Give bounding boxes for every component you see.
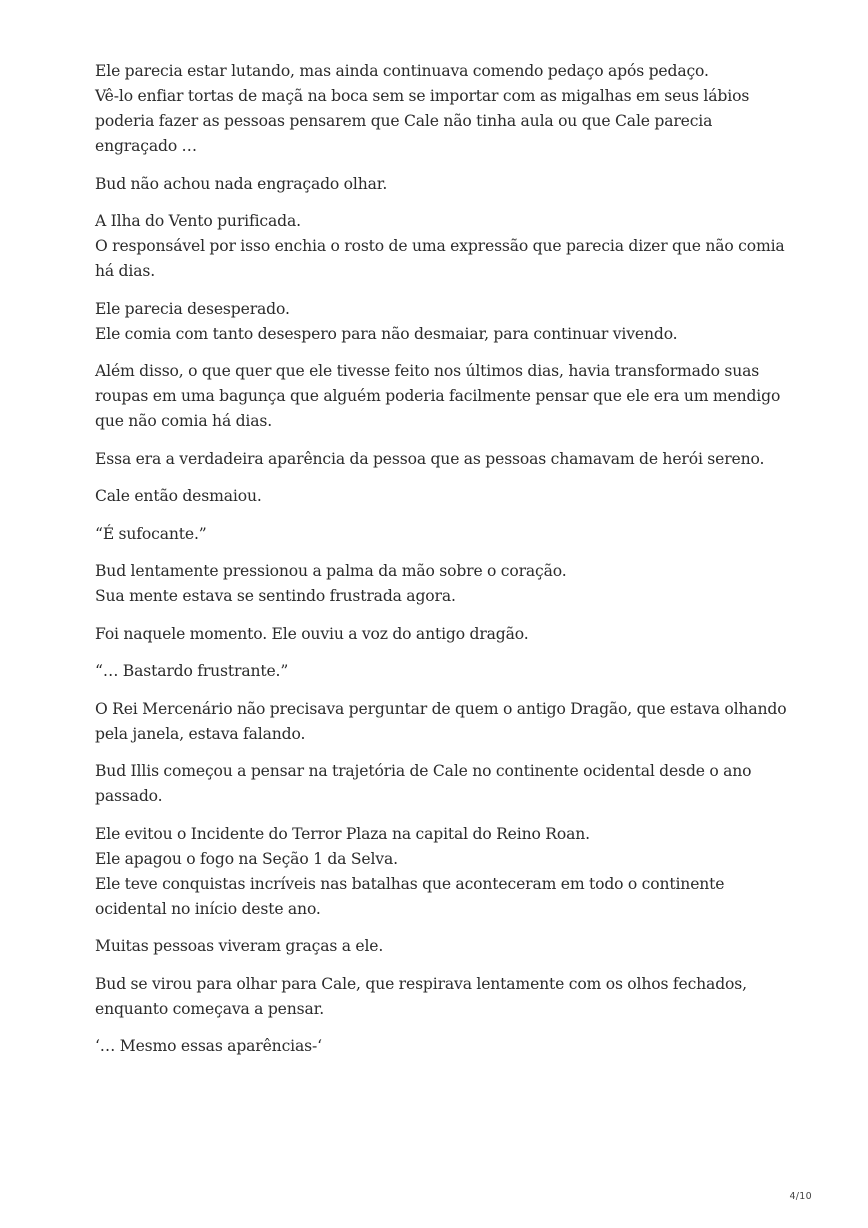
text-line: Bud se virou para olhar para Cale, que respirava lentamente com os olhos fechados, [95, 974, 747, 993]
text-line: Ele comia com tanto desespero para não desmaiar, para continuar vivendo. [95, 324, 678, 343]
paragraph [95, 559, 795, 609]
text-line: Bud Illis começou a pensar na trajetória de Cale no continente ocidental desde o ano [95, 762, 752, 780]
text-line: Foi naquele momento. Ele ouviu a voz do antigo dragão. [95, 624, 529, 643]
paragraph [95, 59, 795, 159]
text-line: O Rei Mercenário não precisava perguntar de quem o antigo Dragão, que estava olhando [95, 699, 787, 718]
text-line: roupas em uma bagunça que alguém poderia facilmente pensar que ele era um mendigo [95, 387, 781, 405]
text-line: ‘… Mesmo essas aparências-‘ [95, 1037, 322, 1055]
text-line: Ele parecia estar lutando, mas ainda continuava comendo pedaço após pedaço. [95, 62, 709, 80]
text-line: Muitas pessoas viveram graças a ele. [95, 937, 384, 955]
paragraph [95, 297, 795, 347]
text-line: pela janela, estava falando. [95, 724, 306, 743]
text-line: Além disso, o que quer que ele tivesse feito nos últimos dias, havia transformado suas [95, 362, 760, 380]
text-line: Bud não achou nada engraçado olhar. [95, 174, 388, 193]
paragraph [95, 972, 795, 1022]
text-line: Cale então desmaiou. [95, 487, 262, 505]
text-line: engraçado … [95, 137, 198, 155]
paragraph [95, 484, 795, 509]
paragraph [95, 759, 795, 809]
text-line: Ele apagou o fogo na Seção 1 da Selva. [95, 849, 398, 868]
paragraph [95, 447, 795, 472]
text-line: Vê-lo enfiar tortas de maçã na boca sem se importar com as migalhas em seus lábios [95, 87, 750, 105]
text-line: Ele teve conquistas incríveis nas batalhas que aconteceram em todo o continente [95, 874, 725, 893]
text-line: ocidental no início deste ano. [95, 899, 321, 918]
document-body [95, 59, 795, 1072]
text-line: “É sufocante.” [95, 524, 207, 543]
paragraph [95, 522, 795, 547]
text-line: poderia fazer as pessoas pensarem que Cale não tinha aula ou que Cale parecia [95, 112, 713, 130]
text-line: há dias. [95, 262, 156, 280]
text-line: Essa era a verdadeira aparência da pessoa que as pessoas chamavam de herói sereno. [95, 449, 765, 468]
page-number: 4/10 [789, 1191, 812, 1202]
paragraph [95, 209, 795, 284]
text-line: que não comia há dias. [95, 412, 273, 430]
text-line: “… Bastardo frustrante.” [95, 662, 289, 680]
text-line: Bud lentamente pressionou a palma da mão sobre o coração. [95, 562, 567, 580]
paragraph [95, 359, 795, 434]
paragraph [95, 1034, 795, 1059]
text-line: Ele evitou o Incidente do Terror Plaza na capital do Reino Roan. [95, 824, 590, 843]
paragraph [95, 172, 795, 197]
paragraph [95, 622, 795, 647]
text-line: enquanto começava a pensar. [95, 999, 325, 1018]
paragraph [95, 659, 795, 684]
text-line: Sua mente estava se sentindo frustrada agora. [95, 587, 456, 605]
paragraph [95, 697, 795, 747]
text-line: A Ilha do Vento purificada. [95, 212, 301, 230]
paragraph [95, 934, 795, 959]
text-line: O responsável por isso enchia o rosto de uma expressão que parecia dizer que não comia [95, 237, 785, 255]
paragraph [95, 822, 795, 922]
text-line: passado. [95, 787, 163, 805]
text-line: Ele parecia desesperado. [95, 299, 290, 318]
